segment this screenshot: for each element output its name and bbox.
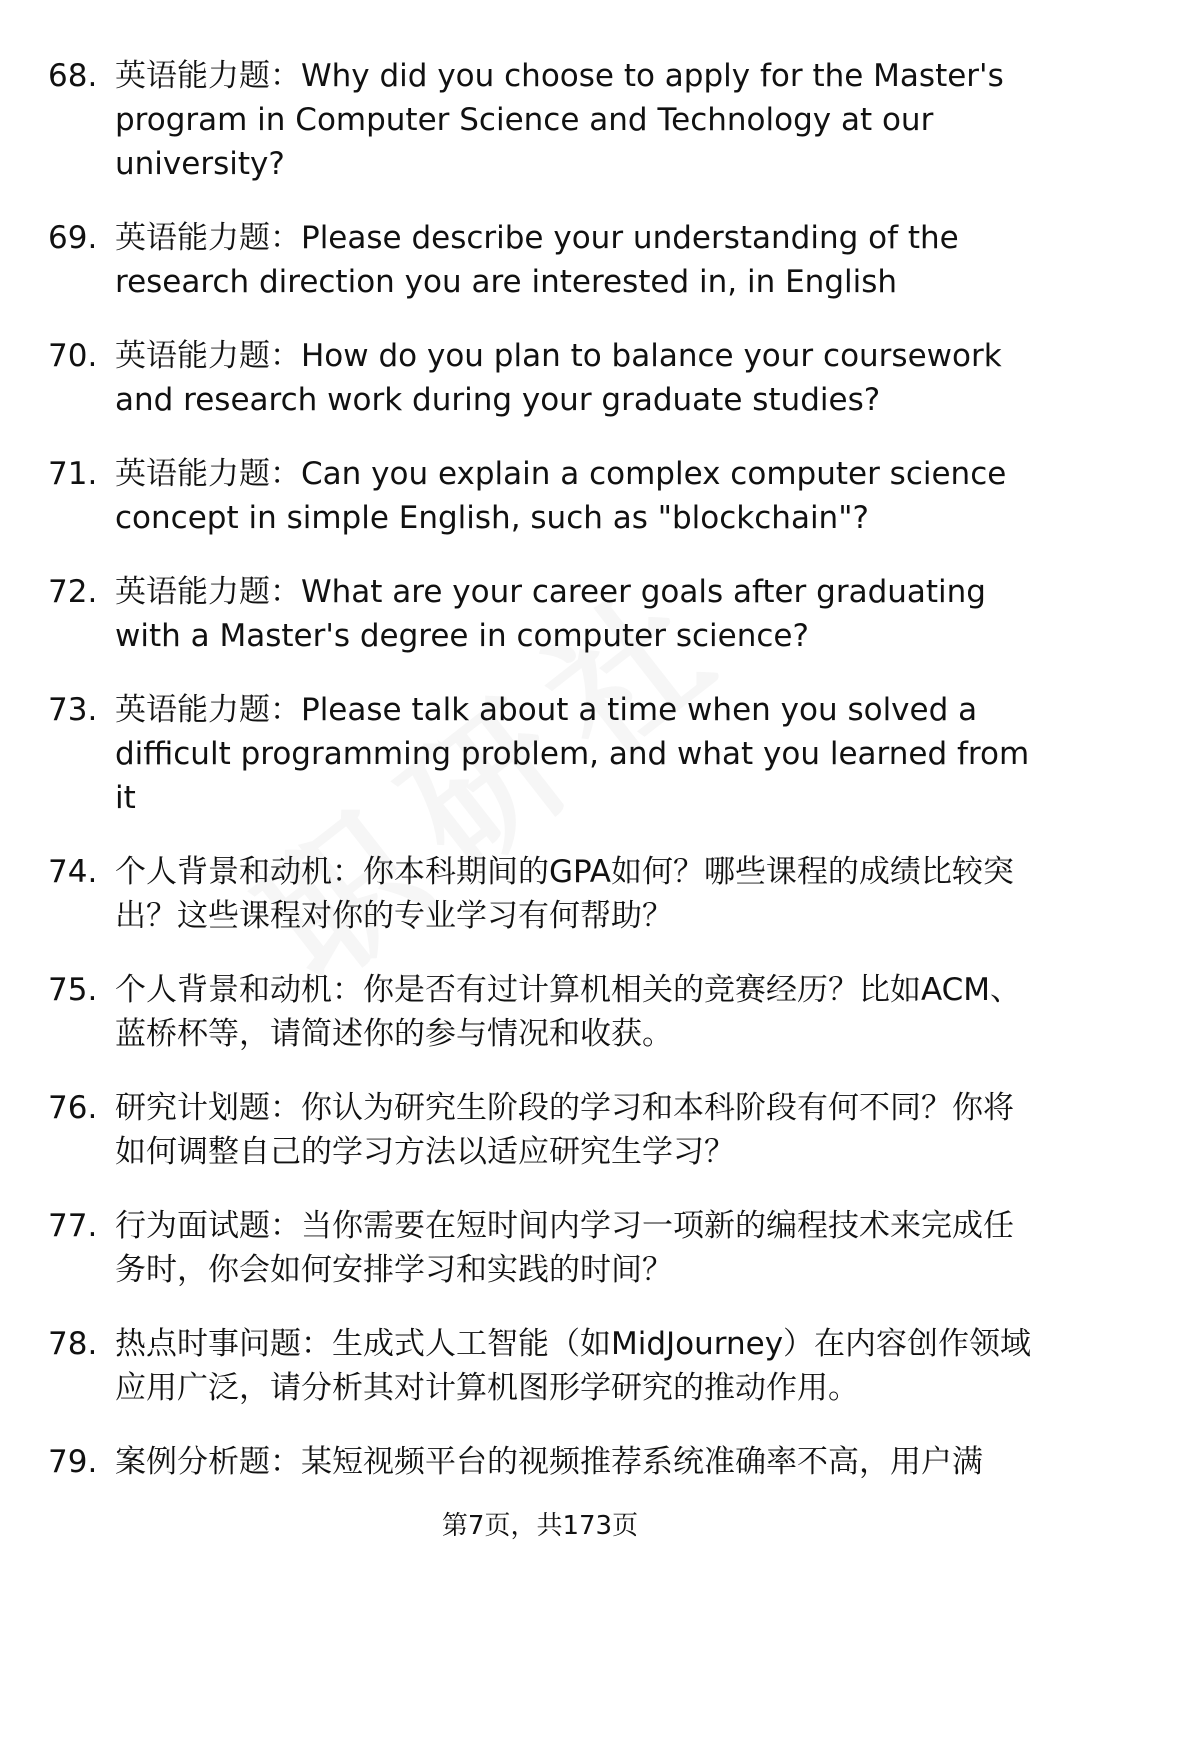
list-item (48, 688, 1038, 820)
list-item (48, 334, 1038, 422)
question-number: 72. (48, 574, 98, 610)
list-item (48, 968, 1038, 1056)
question-number: 70. (48, 338, 98, 374)
question-number: 74. (48, 854, 98, 890)
question-number: 75. (48, 972, 98, 1008)
question-text: 个人背景和动机：你是否有过计算机相关的竞赛经历？比如ACM、蓝桥杯等，请简述你的参与情况和收获。 (115, 972, 1022, 1052)
list-item (48, 1440, 1038, 1484)
list-item (48, 1086, 1038, 1174)
list-item (48, 1322, 1038, 1410)
list-item (48, 54, 1038, 186)
question-text: 英语能力题：Please talk about a time when you solved a difficult programming problem, and what you learned from it (115, 692, 1030, 816)
question-list (48, 54, 1038, 1514)
question-number: 71. (48, 456, 98, 492)
list-item (48, 570, 1038, 658)
question-text: 英语能力题：Please describe your understanding of the research direction you are interested in, in English (115, 220, 959, 300)
question-number: 69. (48, 220, 98, 256)
question-number: 76. (48, 1090, 98, 1126)
question-text: 英语能力题：What are your career goals after graduating with a Master's degree in computer science? (115, 574, 986, 654)
question-number: 68. (48, 58, 98, 94)
question-text: 英语能力题：Why did you choose to apply for the Master's program in Computer Science and Technology at our university? (115, 58, 1004, 182)
page-number-footer: 第7页，共173页 (441, 1511, 639, 1541)
question-text: 研究计划题：你认为研究生阶段的学习和本科阶段有何不同？你将如何调整自己的学习方法以适应研究生学习？ (115, 1090, 1014, 1170)
list-item (48, 216, 1038, 304)
question-text: 案例分析题：某短视频平台的视频推荐系统准确率不高，用户满 (115, 1444, 983, 1480)
question-text: 行为面试题：当你需要在短时间内学习一项新的编程技术来完成任务时，你会如何安排学习和实践的时间？ (115, 1208, 1014, 1288)
list-item (48, 850, 1038, 938)
question-number: 73. (48, 692, 98, 728)
question-text: 英语能力题：Can you explain a complex computer science concept in simple English, such as "blockchain"? (115, 456, 1007, 536)
question-number: 78. (48, 1326, 98, 1362)
list-item (48, 452, 1038, 540)
question-text: 个人背景和动机：你本科期间的GPA如何？哪些课程的成绩比较突出？这些课程对你的专业学习有何帮助？ (115, 854, 1014, 934)
question-number: 77. (48, 1208, 98, 1244)
question-number: 79. (48, 1444, 98, 1480)
question-text: 热点时事问题：生成式人工智能（如MidJourney）在内容创作领域应用广泛，请分析其对计算机图形学研究的推动作用。 (115, 1326, 1032, 1406)
list-item (48, 1204, 1038, 1292)
question-text: 英语能力题：How do you plan to balance your coursework and research work during your graduate studies? (115, 338, 1002, 418)
